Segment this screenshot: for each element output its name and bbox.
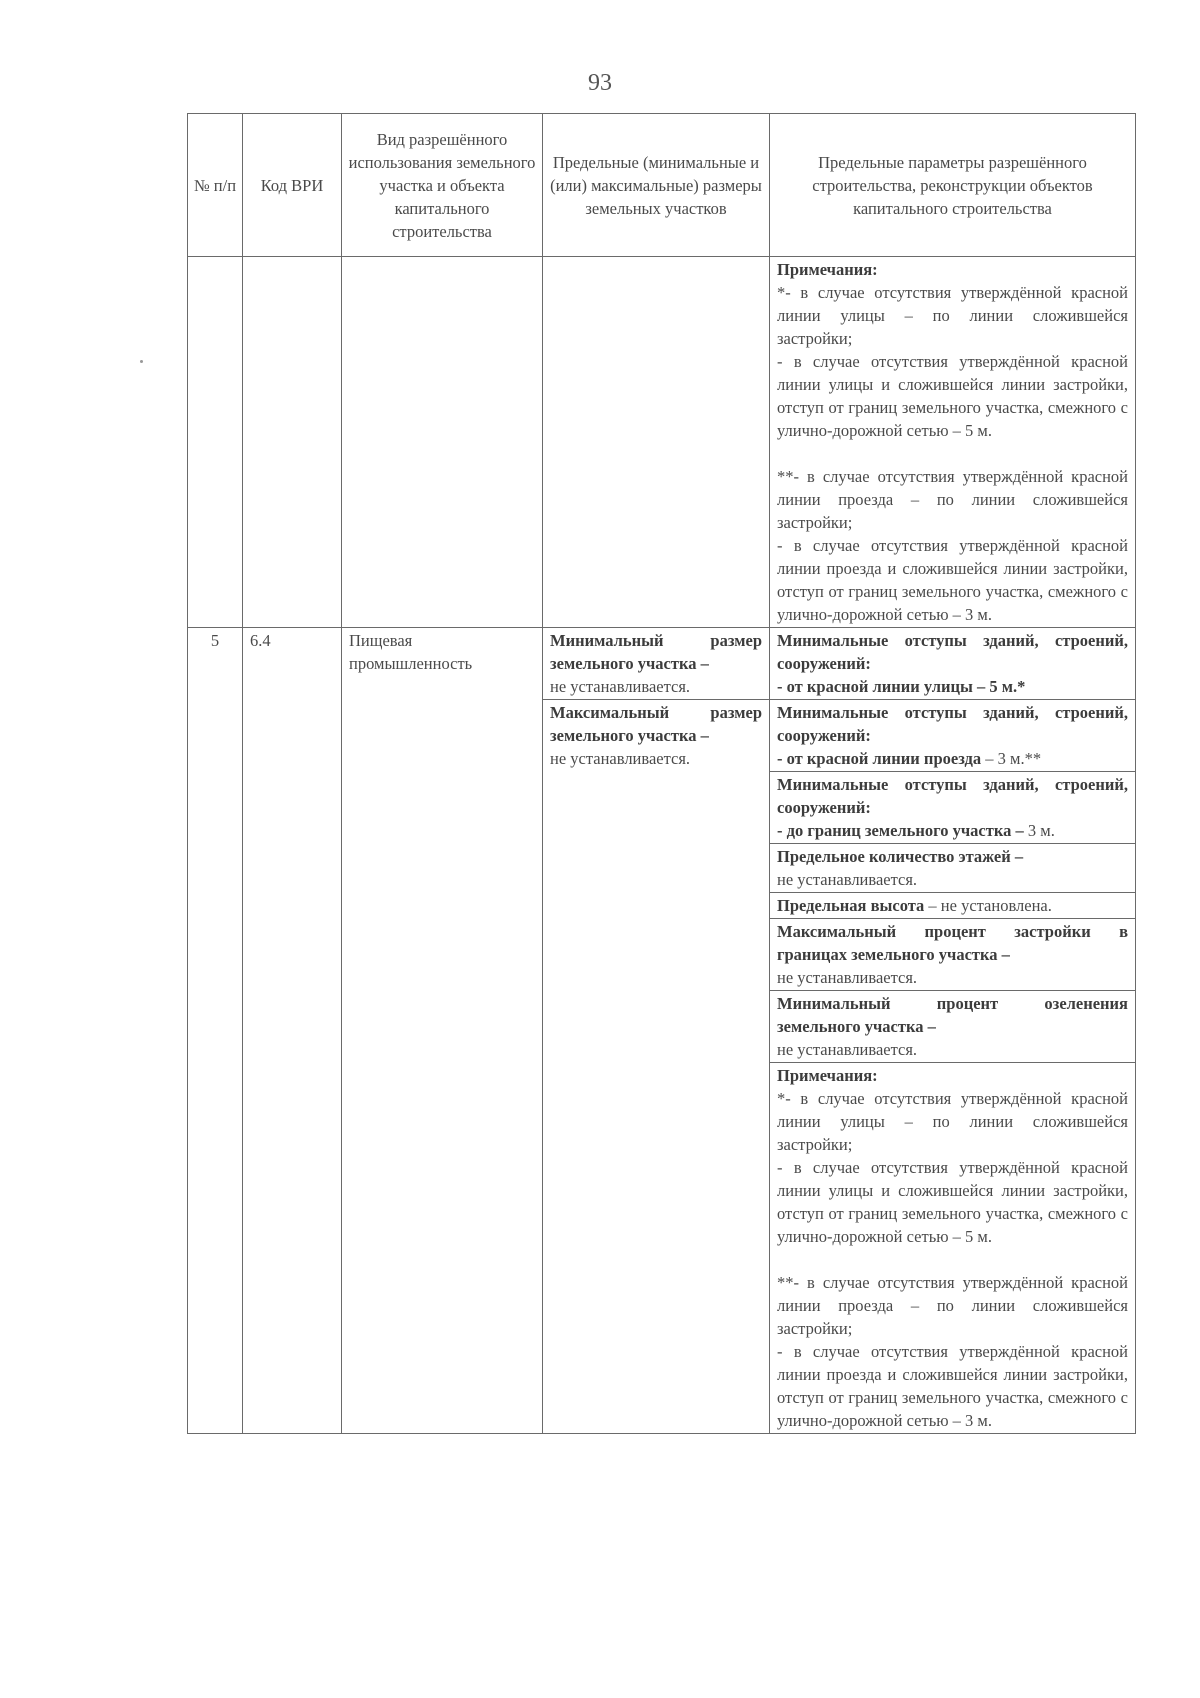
floors-cell bbox=[770, 844, 1136, 893]
header-use: Вид разрешённого использования земельного участка и объекта капитального строительства bbox=[342, 114, 543, 257]
note-street-2: - в случае отсутствия утверждённой красной линии улицы и сложившейся линии застройки, отступ от границ земельного участка, смежного с улично-дорожной сетью – 5 м. bbox=[777, 1158, 1128, 1246]
row-code: 6.4 bbox=[243, 628, 342, 1434]
height-value: – не установлена. bbox=[924, 896, 1052, 915]
table-row bbox=[188, 628, 1136, 700]
row-number: 5 bbox=[188, 628, 243, 1434]
indent-street: - от красной линии улицы – 5 м.* bbox=[777, 677, 1026, 696]
indent-title: Минимальные отступы зданий, строений, сооружений: bbox=[777, 631, 1128, 673]
header-code: Код ВРИ bbox=[243, 114, 342, 257]
header-size: Предельные (минимальные и (или) максимальные) размеры земельных участков bbox=[543, 114, 770, 257]
min-size-cell bbox=[543, 628, 770, 700]
note-drive-2: - в случае отсутствия утверждённой красной линии проезда и сложившейся линии застройки, отступ от границ земельного участка, смежного с улично-дорожной сетью – 3 м. bbox=[777, 536, 1128, 624]
min-size-value: не устанавливается. bbox=[550, 677, 691, 696]
min-size-label: Минимальный размер земельного участка – bbox=[550, 631, 762, 673]
notes-cell bbox=[770, 257, 1136, 628]
indent-drive-label: - от красной линии проезда bbox=[777, 749, 982, 768]
floors-label: Предельное количество этажей – bbox=[777, 847, 1024, 866]
max-size-cell bbox=[543, 700, 770, 1434]
header-params: Предельные параметры разрешённого строительства, реконструкции объектов капитального строительства bbox=[770, 114, 1136, 257]
max-size-value: не устанавливается. bbox=[550, 749, 691, 768]
note-street-1: *- в случае отсутствия утверждённой красной линии улицы – по линии сложившейся застройки; bbox=[777, 283, 1128, 348]
notes-title: Примечания: bbox=[777, 260, 878, 279]
indent-border-label: - до границ земельного участка – bbox=[777, 821, 1024, 840]
row-use-type: Пищевая промышленность bbox=[342, 628, 543, 1434]
green-pct-value: не устанавливается. bbox=[777, 1040, 918, 1059]
build-pct-cell bbox=[770, 919, 1136, 991]
green-pct-label: Минимальный процент озеленения земельного участка – bbox=[777, 994, 1128, 1036]
note-drive-2: - в случае отсутствия утверждённой красной линии проезда и сложившейся линии застройки, отступ от границ земельного участка, смежного с улично-дорожной сетью – 3 м. bbox=[777, 1342, 1128, 1430]
build-pct-value: не устанавливается. bbox=[777, 968, 918, 987]
indent-drive-value: – 3 м.** bbox=[981, 749, 1042, 768]
indent-drive-cell bbox=[770, 700, 1136, 772]
header-num: № п/п bbox=[188, 114, 243, 257]
notes-cell bbox=[770, 1063, 1136, 1434]
indent-title: Минимальные отступы зданий, строений, сооружений: bbox=[777, 775, 1128, 817]
floors-value: не устанавливается. bbox=[777, 870, 918, 889]
green-pct-cell bbox=[770, 991, 1136, 1063]
regulations-table bbox=[187, 113, 1136, 1434]
scan-speck bbox=[140, 360, 143, 363]
indent-title: Минимальные отступы зданий, строений, сооружений: bbox=[777, 703, 1128, 745]
build-pct-label: Максимальный процент застройки в границах земельного участка – bbox=[777, 922, 1128, 964]
indent-border-value: 3 м. bbox=[1023, 821, 1055, 840]
continuation-row bbox=[188, 257, 1136, 628]
indent-border-cell bbox=[770, 772, 1136, 844]
note-drive-1: **- в случае отсутствия утверждённой красной линии проезда – по линии сложившейся застройки; bbox=[777, 1273, 1128, 1338]
height-cell bbox=[770, 893, 1136, 919]
height-label: Предельная высота bbox=[777, 896, 925, 915]
note-drive-1: **- в случае отсутствия утверждённой красной линии проезда – по линии сложившейся застройки; bbox=[777, 467, 1128, 532]
notes-title: Примечания: bbox=[777, 1066, 878, 1085]
page-number: 93 bbox=[588, 70, 612, 96]
indent-street-cell bbox=[770, 628, 1136, 700]
note-street-2: - в случае отсутствия утверждённой красной линии улицы и сложившейся линии застройки, отступ от границ земельного участка, смежного с улично-дорожной сетью – 5 м. bbox=[777, 352, 1128, 440]
table-header-row bbox=[188, 114, 1136, 257]
note-street-1: *- в случае отсутствия утверждённой красной линии улицы – по линии сложившейся застройки; bbox=[777, 1089, 1128, 1154]
max-size-label: Максимальный размер земельного участка – bbox=[550, 703, 762, 745]
